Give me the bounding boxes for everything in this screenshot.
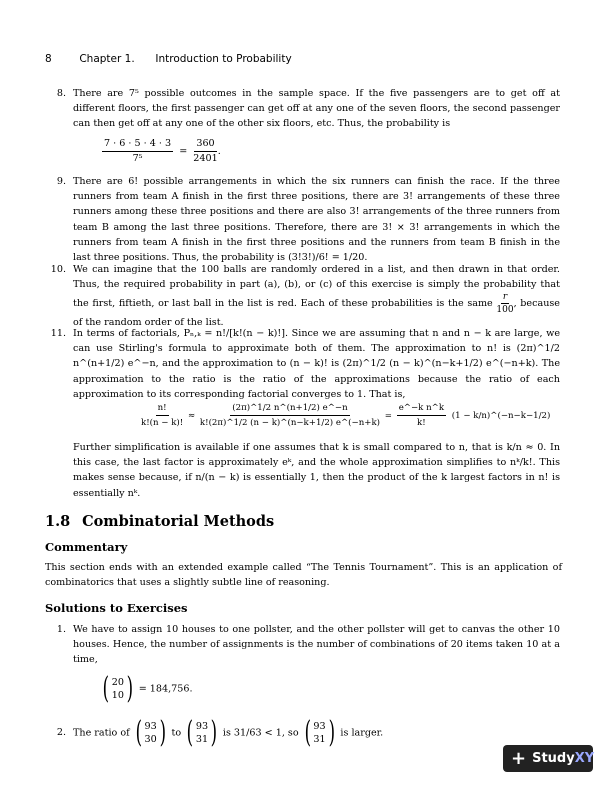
item-number: 2. — [56, 727, 66, 738]
binom-1-top: 93 — [144, 721, 157, 732]
page-number: 8 — [45, 53, 52, 65]
eq-numerator-2: 360 — [194, 138, 216, 152]
item-text: There are 6! possible arrangements in which the six runners can finish the race. If the three runners from team A finish in the first three positions, there are 3! arrangements of these three runners among these three positions and there are also 3! arrangements of the three runners from team B among the last three positions. Therefore, there are 3! × 3! arrangements in which the runners from team A finish in the first three positions and the runners from team B finish in the last three positions. Thus, the probability is (3!3!)/6! = 1/20. — [73, 176, 560, 264]
exercise-11 — [48, 326, 560, 402]
equation-11: $\frac{n!}{k!(n - k)!}$ ≈ $\frac{(2\pi)\^{}1/2 n\^{}(n+1/2) e\^{}-n}{k!(2\pi)\^{}1/2 (n - k)\^{}(n-k+1/2) e\^{}(-n+k)}$ = $\frac{\text{e\textasciicircum{}−k n\textasciicircum{}k}}{k!}$ (1 − k/n)^(−n−k−1/2) — [141, 403, 551, 428]
solution-2: 2. The ratio of ( 93 30 ) to ( 93 31 ) is 31/63 < 1, so ( 93 31 ) is larger. — [48, 718, 560, 748]
item-text: We have to assign 10 houses to one pollster, and the other pollster will get to canvas the other 10 houses. Hence, the number of assignments is the number of combinations of 20 items taken 10 at a time, — [73, 624, 560, 666]
eq-d: (1 − k/n)^(−n−k−1/2) — [451, 411, 551, 421]
eq-b-den: k!(2π)^1/2 (n − k)^(n−k+1/2) e^(−n+k) — [199, 418, 381, 428]
chapter-label: Chapter 1. — [79, 53, 135, 65]
binom-top: 20 — [111, 677, 124, 688]
eq-a-den: k!(n − k)! — [141, 418, 184, 428]
s2-mid2: is 31/63 < 1, so — [222, 727, 299, 739]
eq-a-num: n! — [156, 402, 169, 416]
eq-numerator: 7 · 6 · 5 · 4 · 3 — [102, 138, 173, 152]
eq-c-num: e^−k n^k — [397, 402, 446, 416]
binomial-equation-1: ( 20 10 ) = 184,756. — [102, 671, 193, 706]
binom-1-bottom: 30 — [144, 734, 157, 745]
section-number: 1.8 — [45, 513, 71, 530]
solution-1 — [48, 622, 560, 668]
frac-denominator: 100 — [496, 305, 514, 316]
binom-2-bottom: 31 — [195, 734, 209, 745]
exercise-10 — [48, 262, 560, 331]
binom-3-top: 93 — [313, 721, 326, 732]
binom-3-bottom: 31 — [313, 734, 326, 745]
item-number: 8. — [56, 88, 66, 99]
exercise-11-continued — [48, 440, 560, 501]
commentary-heading: Commentary — [45, 540, 128, 554]
eq-b-num: (2π)^1/2 n^(n+1/2) e^−n — [230, 402, 349, 416]
item-number: 10. — [50, 264, 66, 275]
s2-pre: The ratio of — [73, 727, 130, 739]
exercise-9 — [48, 174, 560, 265]
item-text-2: Further simplification is available if one assumes that k is small compared to n, that is k/n ≈ 0. In this case, the last factor is approximately eᵏ, and the whole approximation simplifies to nᵏ/k!. This makes sense because, if n/(n − k) is essentially 1, then the product of the k largest factors in n! is essentially nᵏ. — [73, 442, 560, 499]
plus-icon: + — [511, 747, 527, 769]
commentary-body — [45, 560, 562, 590]
s2-mid: to — [171, 727, 182, 739]
item-text: In terms of factorials, Pₙ,ₖ = n!/[k!(n − k)!]. Since we are assuming that n and n − k are large, we can use Stirling's formula to approximate both of them. The approximation to n! is (2π)^1/2 n^(n+1/2) e^−n, and the approximation to (n − k)! is (2π)^1/2 (n − k)^(n−k+1/2) e^(−n+k). The approximation to the ratio is the ratio of the approximations because the ratio of each approximation to its corresponding factorial converges to 1. That is, — [73, 328, 560, 400]
approx-sign: ≈ — [187, 411, 196, 421]
solutions-heading: Solutions to Exercises — [45, 601, 188, 615]
binom-result: = 184,756. — [138, 683, 193, 695]
frac-numerator: r — [502, 292, 508, 303]
item-text-a: We can imagine that the 100 balls are randomly ordered in a list, and then drawn in that order. Thus, the required probability in part (a), (b), or (c) of this exercise is simply the probability that the first, fiftieth, or last ball in the list is red. Each of these probabilities is the same — [73, 264, 560, 310]
page-header — [45, 53, 292, 65]
eq-sign: = — [179, 146, 188, 157]
eq-period: . — [217, 146, 221, 157]
item-number: 1. — [56, 624, 66, 635]
item-text: There are 7⁵ possible outcomes in the sample space. If the five passengers are to get off at different floors, the first passenger can get off at any one of the seven floors, the second passenger can then get off at any one of the other six floors, etc. Thus, the probability is — [73, 88, 560, 130]
exercise-8 — [48, 86, 560, 132]
section-heading — [45, 513, 274, 530]
eq-denominator-2: 2401 — [193, 153, 218, 164]
item-number: 9. — [56, 176, 66, 187]
commentary-text: This section ends with an extended example called “The Tennis Tournament”. This is an application of combinatorics that uses a slightly subtle line of reasoning. — [45, 562, 562, 589]
section-title: Combinatorial Methods — [82, 513, 275, 530]
item-text-b: , because of the random order of the list. — [73, 298, 560, 329]
item-number: 11. — [50, 328, 66, 339]
binom-bottom: 10 — [111, 690, 124, 701]
studyxy-logo[interactable] — [503, 745, 593, 772]
brand-name: StudyXY — [532, 751, 595, 766]
s2-post: is larger. — [340, 727, 384, 739]
equation-8 — [102, 138, 221, 165]
eq-c-den: k! — [417, 418, 426, 428]
eq-denominator: 7⁵ — [132, 153, 143, 164]
item-text — [73, 262, 560, 331]
chapter-title: Introduction to Probability — [155, 53, 292, 65]
binom-2-top: 93 — [195, 721, 209, 732]
